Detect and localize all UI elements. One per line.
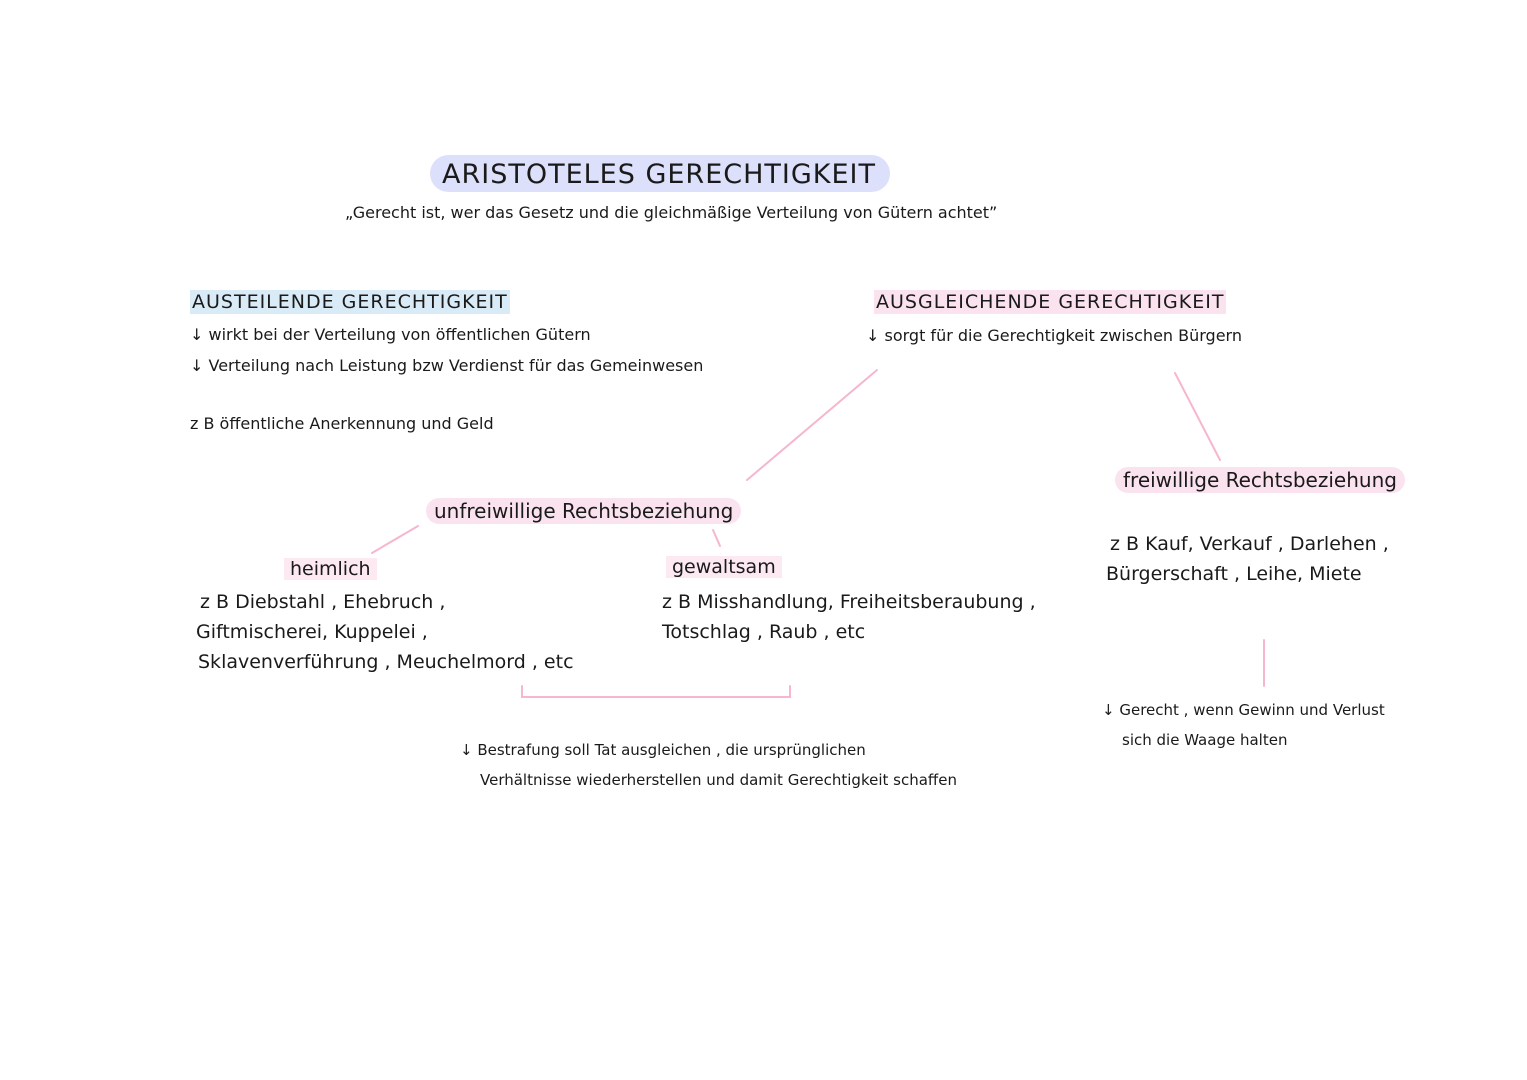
voluntary-consequence-line: sich die Waage halten [1122,731,1288,749]
secret-example-line: Giftmischerei, Kuppelei , [196,621,428,643]
secret-label: heimlich [284,558,377,580]
violent-label: gewaltsam [666,556,782,578]
page-title: ARISTOTELES GERECHTIGKEIT [430,155,890,192]
connector-right-to-involuntary [747,370,877,480]
distributive-point: ↓ wirkt bei der Verteilung von öffentlichen Gütern [190,325,591,344]
heading-distributive-justice: AUSTEILENDE GERECHTIGKEIT [192,291,508,313]
involuntary-consequence-line: ↓ Bestrafung soll Tat ausgleichen , die ursprünglichen [460,741,866,759]
heading-corrective-justice: AUSGLEICHENDE GERECHTIGKEIT [876,291,1225,313]
connector-right-to-voluntary [1175,373,1220,460]
voluntary-example-line: z B Kauf, Verkauf , Darlehen , [1110,533,1389,555]
violent-example-line: Totschlag , Raub , etc [662,621,866,643]
connector-involuntary-to-secret [372,526,418,553]
secret-example-line: z B Diebstahl , Ehebruch , [200,591,446,613]
distributive-point: ↓ Verteilung nach Leistung bzw Verdienst für das Gemeinwesen [190,356,704,375]
aristotle-quote: „Gerecht ist, wer das Gesetz und die gleichmäßige Verteilung von Gütern achtet” [345,203,998,222]
secret-example-line: Sklavenverführung , Meuchelmord , etc [198,651,574,673]
involuntary-consequence-line: Verhältnisse wiederherstellen und damit Gerechtigkeit schaffen [480,771,957,789]
voluntary-relation-label: freiwillige Rechtsbeziehung [1115,467,1405,493]
voluntary-consequence-line: ↓ Gerecht , wenn Gewinn und Verlust [1102,701,1385,719]
connector-involuntary-to-violent [713,530,720,546]
bracket-secret-violent [522,686,790,697]
voluntary-example-line: Bürgerschaft , Leihe, Miete [1106,563,1362,585]
involuntary-relation-label: unfreiwillige Rechtsbeziehung [426,498,741,524]
violent-example-line: z B Misshandlung, Freiheitsberaubung , [662,591,1036,613]
corrective-point: ↓ sorgt für die Gerechtigkeit zwischen Bürgern [866,326,1242,345]
distributive-example: z B öffentliche Anerkennung und Geld [190,414,494,433]
